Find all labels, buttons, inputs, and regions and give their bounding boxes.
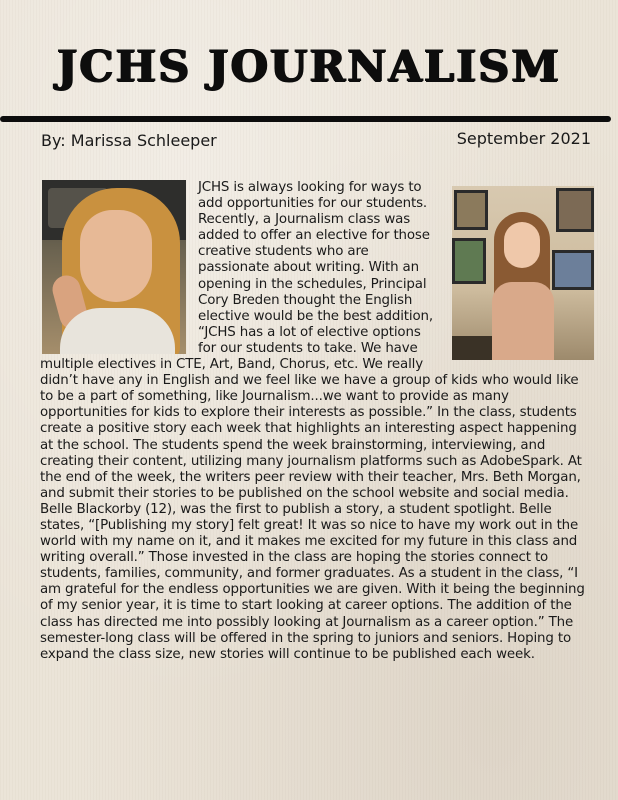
masthead-title: JCHS JOURNALISM <box>57 42 561 92</box>
article-text: JCHS is always looking for ways to add opportunities for our students. Recently, a Journalism class was added to offer an elective for those creative students who are passionate about writing. With an opening in the schedules, Principal Cory Breden thought the English elective would be the best addition, “JCHS has a lot of elective options for our students to take. We have multiple electives in CTE, Art, Band, Chorus, etc. We really didn’t have any in English and we feel like we have a group of kids who would like to be a part of something, like Journalism...we want to provide as many opportunities for kids to explore their interests as possible.” In the class, students create a positive story each week that highlights an interesting aspect happening at the school. The students spend the week brainstorming, interviewing, and creating their content, utilizing many journalism platforms such as AdobeSpark. At the end of the week, the writers peer review with their teacher, Mrs. Beth Morgan, and submit their stories to be published on the school website and social media. Belle Blackorby (12), was the first to publish a story, a student spotlight. Belle states, “[Publishing my story] felt great! It was so nice to have my work out in the world with my name on it, and it makes me excited for my future in this class and writing overall.” Those invested in the class are hoping the stories connect to students, families, community, and former graduates. As a student in the class, “I am grateful for the endless opportunities we are given. With it being the beginning of my senior year, it is time to start looking at career options. The addition of the class has directed me into possibly looking at Journalism as a career option.” The semester-long class will be offered in the spring to juniors and seniors. Hoping to expand the class size, new stories will continue to be published each week. <box>40 180 585 662</box>
author-portrait-photo <box>42 180 186 354</box>
article-body <box>40 180 592 663</box>
publish-date: September 2021 <box>456 129 591 148</box>
header-rule <box>0 116 611 122</box>
byline: By: Marissa Schleeper <box>41 131 217 150</box>
student-photo <box>452 186 594 360</box>
